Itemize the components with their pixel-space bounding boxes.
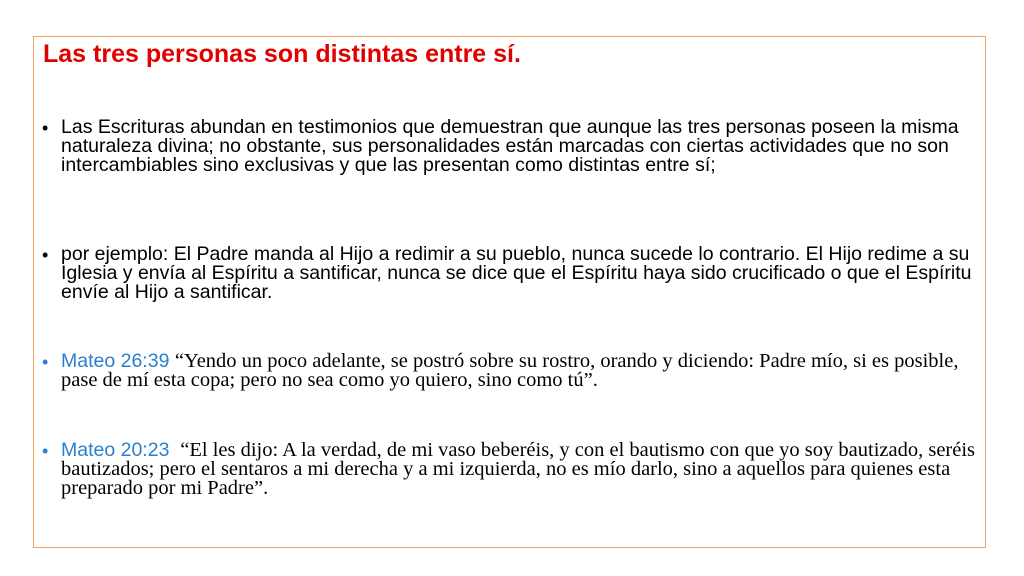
scripture-reference: Mateo 26:39 [61,350,170,372]
bullet-item-3 [42,352,982,390]
bullet-dot-icon: • [42,352,49,372]
scripture-bullet [61,441,982,498]
bullet-item-1 [42,118,982,175]
scripture-reference: Mateo 20:23 [61,439,170,461]
bullet-item-4 [42,441,982,498]
bullet-dot-icon: • [42,245,49,265]
bullet-text: por ejemplo: El Padre manda al Hijo a redimir a su pueblo, nunca sucede lo contrario. El Hijo redime a su Iglesia y envía al Espíritu a santificar, nunca se dice que el Espíritu haya sido crucificado o que el Espíritu envíe al Hijo a santificar. [61,243,972,303]
slide-title: Las tres personas son distintas entre sí. [43,40,521,68]
bullet-text: Las Escrituras abundan en testimonios que demuestran que aunque las tres personas poseen la misma naturaleza divina; no obstante, sus personalidades están marcadas con ciertas actividades que no son intercambiables sino exclusivas y que las presentan como distintas entre sí; [61,116,959,176]
bullet-dot-icon: • [42,441,49,461]
bullet-dot-icon: • [42,118,49,138]
scripture-quote: “El les dijo: A la verdad, de mi vaso beberéis, y con el bautismo con que yo soy bautizado, seréis bautizados; pero el sentaros a mi derecha y a mi izquierda, no es mío darlo, sino a aquellos para quienes esta preparado por mi Padre”. [61,439,976,499]
scripture-bullet [61,352,982,390]
scripture-quote: “Yendo un poco adelante, se postró sobre su rostro, orando y diciendo: Padre mío, si es posible, pase de mí esta copa; pero no sea como yo quiero, sino como tú”. [61,350,959,391]
bullet-item-2 [42,245,982,302]
